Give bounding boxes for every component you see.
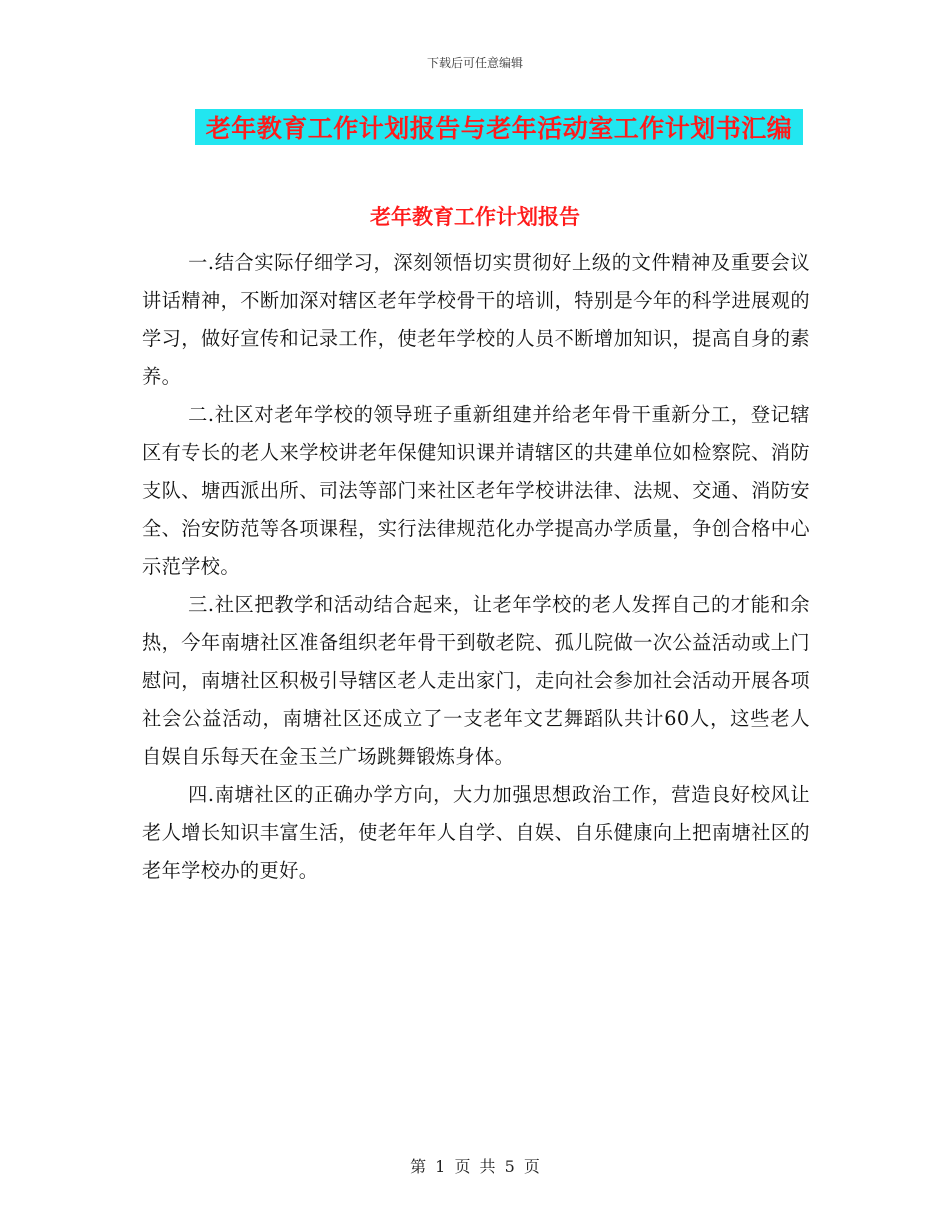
section-title: 老年教育工作计划报告 [370,205,580,229]
paragraph-2: 二.社区对老年学校的领导班子重新组建并给老年骨干重新分工，登记辖区有专长的老人来学校讲老年保健知识课并请辖区的共建单位如检察院、消防支队、塘西派出所、司法等部门来社区老年学校讲法律、法规、交通、消防安全、治安防范等各项课程，实行法律规范化办学提高办学质量，争创合格中心示范学校。 [142,403,810,578]
page-footer: 第 1 页 共 5 页 [410,1157,540,1176]
paragraph-4: 四.南塘社区的正确办学方向，大力加强思想政治工作，营造良好校风让老人增长知识丰富生活，使老年年人自学、自娱、自乐健康向上把南塘社区的老年学校办的更好。 [142,783,810,882]
document-body [142,244,810,890]
document-title-highlight [195,109,803,145]
header-note: 下载后可任意编辑 [426,56,523,70]
document-title: 老年教育工作计划报告与老年活动室工作计划书汇编 [205,114,793,143]
paragraph-1: 一.结合实际仔细学习，深刻领悟切实贯彻好上级的文件精神及重要会议讲话精神，不断加深对辖区老年学校骨干的培训，特别是今年的科学进展观的学习，做好宣传和记录工作，使老年学校的人员不断增加知识，提高自身的素养。 [142,251,810,388]
paragraph-3: 三.社区把教学和活动结合起来，让老年学校的老人发挥自己的才能和余热，今年南塘社区准备组织老年骨干到敬老院、孤儿院做一次公益活动或上门慰问，南塘社区积极引导辖区老人走出家门，走向社会参加社会活动开展各项社会公益活动，南塘社区还成立了一支老年文艺舞蹈队共计60人，这些老人自娱自乐每天在金玉兰广场跳舞锻炼身体。 [142,593,810,768]
